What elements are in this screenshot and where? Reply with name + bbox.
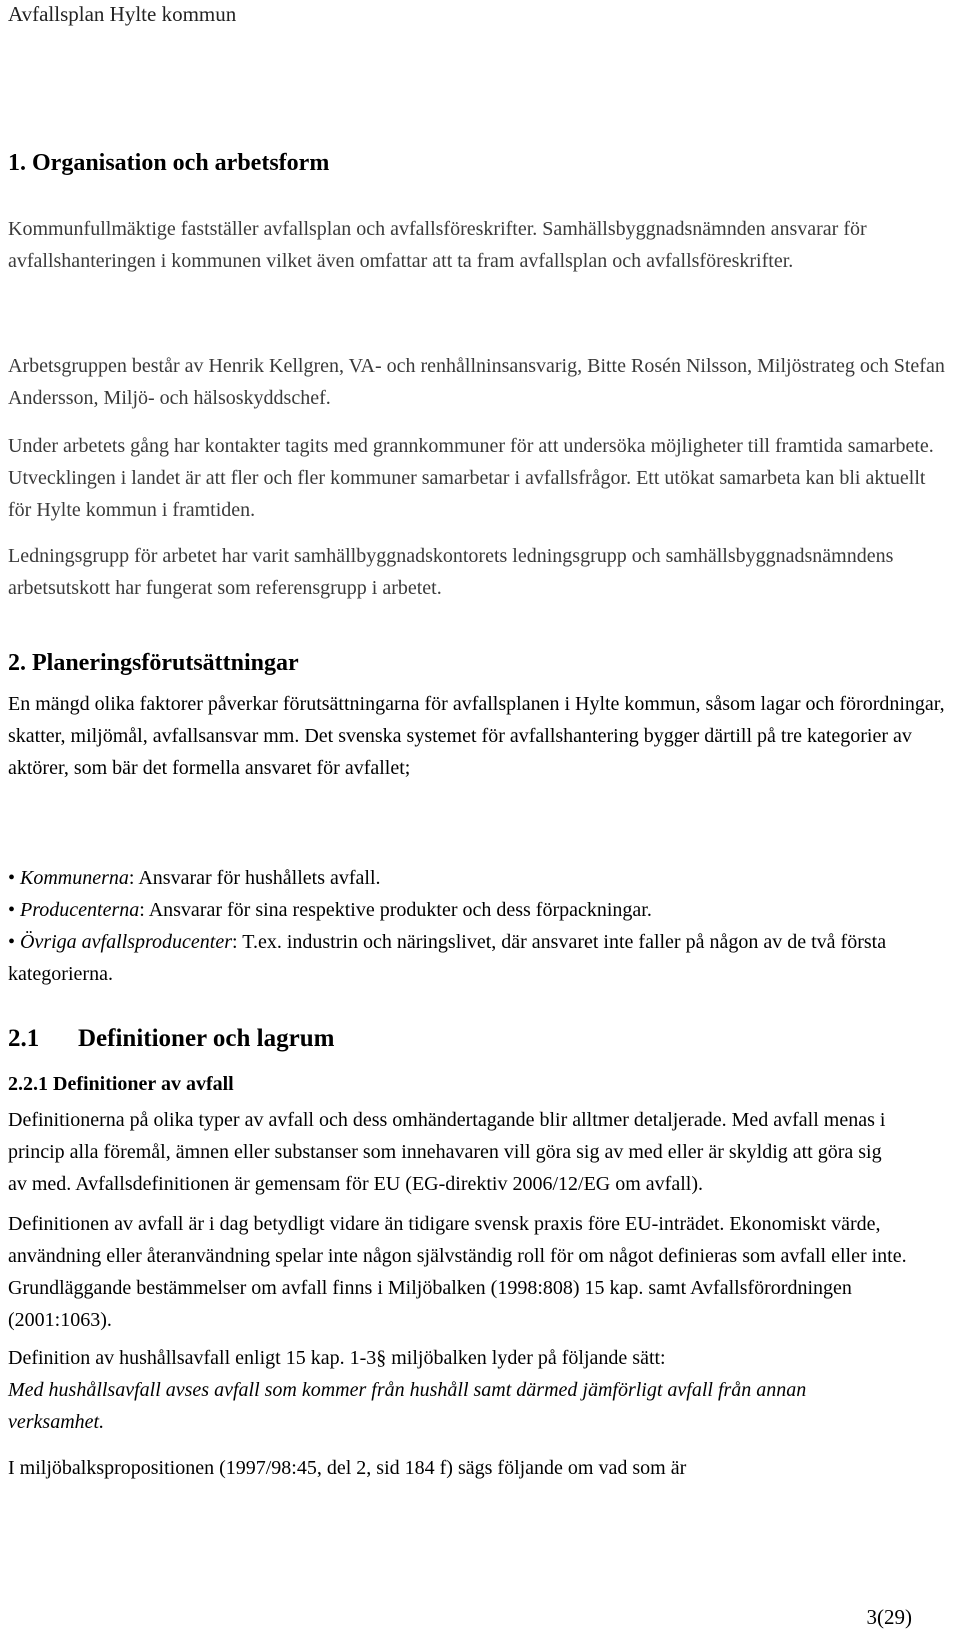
bullet-text: : Ansvarar för sina respektive produkter och dess förpackningar.	[139, 899, 652, 921]
paragraph-responsibility: Kommunfullmäktige fastställer avfallsplan och avfallsföreskrifter. Samhällsbyggnadsnämnden ansvarar för avfallshanteringen i kommunen vilket även omfattar att ta fram avfallsplan och avfallsföreskrifter.	[8, 218, 867, 272]
paragraph-working-group: Arbetsgruppen består av Henrik Kellgren, VA- och renhållninsansvarig, Bitte Rosén Nilsson, Miljöstrateg och Stefan Andersson, Miljö- och hälsoskyddschef.	[8, 355, 945, 409]
paragraph-steering-group: Ledningsgrupp för arbetet har varit samhällbyggnadskontorets ledningsgrupp och samhällsbyggnadsnämndens arbetsutskott har fungerat som referensgrupp i arbetet.	[8, 545, 894, 599]
bullet-text: : T.ex. industrin och näringslivet, där ansvaret inte faller på någon av de två första kategorierna.	[8, 931, 887, 985]
actor-category-list	[8, 862, 948, 990]
paragraph-definition-scope: Definitionen av avfall är i dag betydligt vidare än tidigare svensk praxis före EU-inträdet. Ekonomiskt värde, användning eller återanvändning spelar inte någon självständig roll för om något definieras som avfall eller inte. Grundläggande bestämmelser om avfall finns i Miljöbalken (1998:808) 15 kap. samt Avfallsförordningen (2001:1063).	[8, 1213, 907, 1331]
bullet-term: Producenterna	[20, 899, 140, 921]
page-number: 3(29)	[866, 1605, 912, 1629]
bullet-text: : Ansvarar för hushållets avfall.	[128, 867, 381, 889]
paragraph-cooperation: Under arbetets gång har kontakter tagits med grannkommuner för att undersöka möjligheter till framtida samarbete. Utvecklingen i landet är att fler och fler kommuner samarbetar i avfallsfrågor. Ett utökat samarbeta kan bli aktuellt för Hylte kommun i framtiden.	[8, 435, 934, 521]
subsection-heading: 2.2.1 Definitioner av avfall	[8, 1073, 234, 1095]
section-2-1-heading	[8, 1025, 334, 1053]
bullet-term: Övriga avfallsproducenter	[20, 931, 233, 953]
paragraph-household-definition: Definition av hushållsavfall enligt 15 kap. 1-3§ miljöbalken lyder på följande sätt:	[8, 1347, 666, 1369]
running-header: Avfallsplan Hylte kommun	[8, 2, 237, 26]
section-title: Definitioner och lagrum	[78, 1025, 335, 1052]
section-1-heading: 1. Organisation och arbetsform	[8, 150, 330, 176]
section-number: 2.1	[8, 1025, 40, 1052]
list-item: • Övriga avfallsproducenter: T.ex. industrin och näringslivet, där ansvaret inte faller på någon av de två första kategorierna.	[8, 931, 887, 985]
paragraph-definitions: Definitionerna på olika typer av avfall och dess omhändertagande blir alltmer detaljerade. Med avfall menas i princip alla föremål, ämnen eller substanser som innehavaren vill göra sig av med eller är skyldig att göra sig av med. Avfallsdefinitionen är gemensam för EU (EG-direktiv 2006/12/EG om avfall).	[8, 1109, 886, 1195]
quote-household-waste	[8, 1374, 888, 1438]
paragraph-proposition: I miljöbalkspropositionen (1997/98:45, del 2, sid 184 f) sägs följande om vad som är	[8, 1457, 687, 1479]
bullet-term: Kommunerna	[20, 867, 129, 889]
paragraph-planning-intro: En mängd olika faktorer påverkar förutsättningarna för avfallsplanen i Hylte kommun, såsom lagar och förordningar, skatter, miljömål, avfallsansvar mm. Det svenska systemet för avfallshantering bygger därtill på tre kategorier av aktörer, som bär det formella ansvaret för avfallet;	[8, 693, 945, 779]
list-item: • Kommunerna: Ansvarar för hushållets avfall.	[8, 867, 381, 889]
section-2-heading: 2. Planeringsförutsättningar	[8, 650, 299, 676]
quote-text: Med hushållsavfall avses avfall som kommer från hushåll samt därmed jämförligt avfall från annan verksamhet.	[8, 1379, 807, 1433]
list-item: • Producenterna: Ansvarar för sina respektive produkter och dess förpackningar.	[8, 899, 652, 921]
